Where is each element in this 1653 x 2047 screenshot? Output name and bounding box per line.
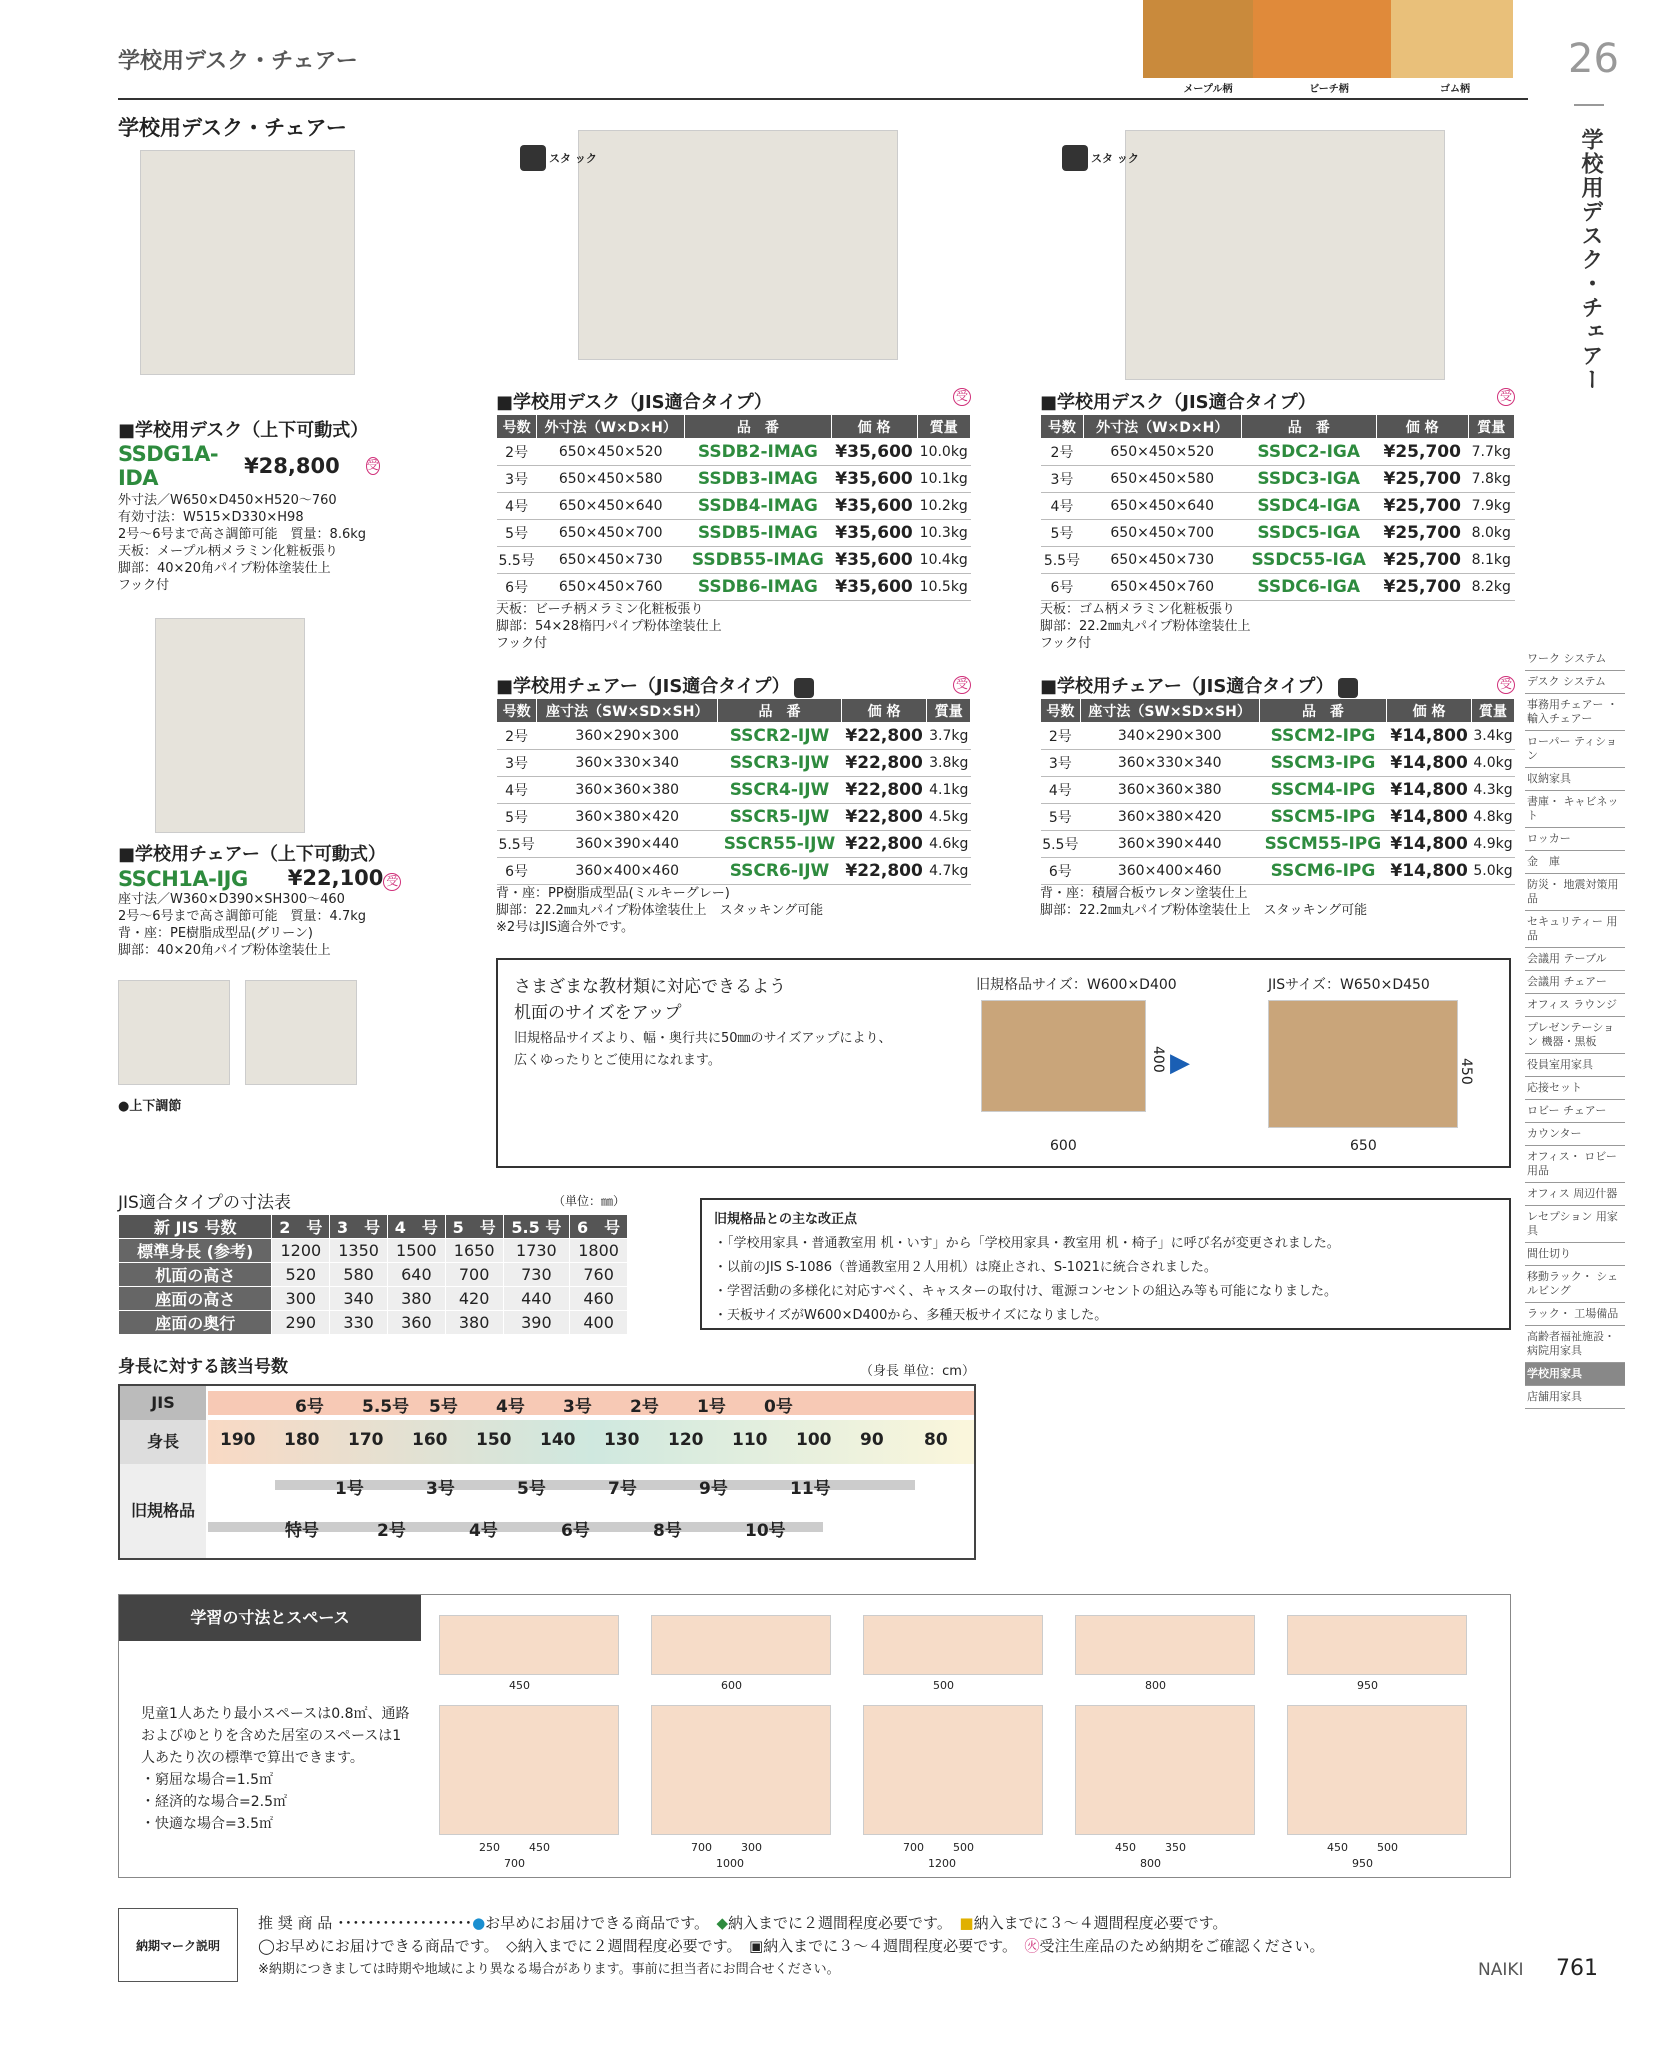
jis-table-title: JIS適合タイプの寸法表 [118,1193,291,1213]
table-row: 5号 650×450×700 SSDC5-IGA ¥25,700 8.0kg [1041,520,1515,547]
dimension-label: 450 [509,1679,530,1692]
adjust-detail-photo-2 [245,980,357,1085]
desk-jis-a-block: ■学校用デスク（JIS適合タイプ） 受 号数 外寸法（W×D×H） 品 番 価 格 質量 2号 650×450×520 SSDB2-IMAG ¥35,600 10.0kg 3号 650×450×580 SSDB3-IMAG ¥35,600 10.1kg 4号 650×450×640 SSDB4-IMAG ¥35,600 10.2kg 5号 650×450×700 SSDB5-IMAG ¥35,600 10.3kg 5.5号 650×450×730 SSDB55-IMAG ¥35,600 10.4kg 6号 650×450×760 SSDB6-IMAG ¥35,600 10.5kg 天板：ビーチ柄メラミン化粧板張り 脚部：54×28楕円パイプ粉体塗装仕上 フック付 [496,388,971,652]
section-title: 学校用デスク・チェアー [118,116,347,140]
swatch-rubber [1391,0,1513,78]
space-item: ・窮屈な場合=1.5㎡ [141,1772,273,1788]
sizeup-title: さまざまな教材類に対応できるよう [514,977,786,997]
chair1-desc: 座寸法／W360×D390×SH300～460 [118,892,345,907]
sizeup-box [496,958,1511,1168]
old-size-label: 4号 [469,1521,498,1541]
old-size-label: 特号 [285,1521,319,1541]
chair-jis-a-block: ■学校用チェアー（JIS適合タイプ） 受 号数 座寸法（SW×SD×SH） 品 番 価 格 質量 2号 360×290×300 SSCR2-IJW ¥22,800 3.7kg 3号 360×330×340 SSCR3-IJW ¥22,800 3.8kg 4号 360×360×380 SSCR4-IJW ¥22,800 4.1kg 5号 360×380×420 SSCR5-IJW ¥22,800 4.5kg 5.5号 360×390×440 SSCR55-IJW ¥22,800 4.6kg 6号 360×400×460 SSCR6-IJW ¥22,800 4.7kg 背・座：PP樹脂成型品(ミルキーグレー) 脚部：22.2㎜丸パイプ粉体塗装仕上 スタッキング可能 ※2号はJIS適合外です。 [496,672,971,936]
sidebar-item[interactable]: ローパー ティション [1525,731,1625,768]
desk-jis-b-block: ■学校用デスク（JIS適合タイプ） 受 号数 外寸法（W×D×H） 品 番 価 格 質量 2号 650×450×520 SSDC2-IGA ¥25,700 7.7kg 3号 650×450×580 SSDC3-IGA ¥25,700 7.8kg 4号 650×450×640 SSDC4-IGA ¥25,700 7.9kg 5号 650×450×700 SSDC5-IGA ¥25,700 8.0kg 5.5号 650×450×730 SSDC55-IGA ¥25,700 8.1kg 6号 650×450×760 SSDC6-IGA ¥25,700 8.2kg 天板：ゴム柄メラミン化粧板張り 脚部：22.2㎜丸パイプ粉体塗装仕上 フック付 [1040,388,1515,652]
old-size-label: 10号 [745,1521,786,1541]
sidebar-item[interactable]: 学校用家具 [1525,1363,1625,1386]
jis-size-label: 2号 [630,1397,659,1417]
sidebar-item[interactable]: 店舗用家具 [1525,1386,1625,1409]
seating-plan-figure [651,1615,831,1675]
dimension-label: 950 [1352,1857,1373,1870]
swatch-label: ゴム柄 [1440,84,1470,95]
changes-item: ・「学校用家具・普通教室用 机・いす」から「学校用家具・教室用 机・椅子」に呼び名が変更されました。 [714,1236,1340,1251]
height-value: 120 [668,1430,704,1450]
sidebar-item[interactable]: 会議用 テーブル [1525,948,1625,971]
desk-adjustable-photo [140,150,355,375]
chair-jis-b-block: ■学校用チェアー（JIS適合タイプ） 受 号数 座寸法（SW×SD×SH） 品 番 価 格 質量 2号 340×290×300 SSCM2-IPG ¥14,800 3.4kg 3号 360×330×340 SSCM3-IPG ¥14,800 4.0kg 4号 360×360×380 SSCM4-IPG ¥14,800 4.3kg 5号 360×380×420 SSCM5-IPG ¥14,800 4.8kg 5.5号 360×390×440 SSCM55-IPG ¥14,800 4.9kg 6号 360×400×460 SSCM6-IPG ¥14,800 5.0kg 背・座：積層合板ウレタン塗装仕上 脚部：22.2㎜丸パイプ粉体塗装仕上 スタッキング可能 [1040,672,1515,919]
old-size-label: 8号 [653,1521,682,1541]
dimension-label: 950 [1357,1679,1378,1692]
sidebar-item[interactable]: オフィス ラウンジ [1525,994,1625,1017]
dimension-label: 350 [1165,1841,1186,1854]
jis-size-label: 5.5号 [362,1397,410,1417]
jis-size-label: 5号 [429,1397,458,1417]
sidebar-item[interactable]: 役員室用家具 [1525,1054,1625,1077]
desk1-desc: 天板：メープル柄メラミン化粧板張り [118,544,338,559]
table-row: 6号 650×450×760 SSDC6-IGA ¥25,700 8.2kg [1041,574,1515,601]
table-row: 3号 360×330×340 SSCR3-IJW ¥22,800 3.8kg [497,750,971,777]
sidebar-item[interactable]: 収納家具 [1525,768,1625,791]
sidebar-item[interactable]: ロッカー [1525,828,1625,851]
sidebar-item[interactable]: 書庫・ キャビネット [1525,791,1625,828]
arrow-right-icon: ▶ [1170,1048,1190,1078]
dimension-label: 700 [691,1841,712,1854]
table-row: 4号 650×450×640 SSDB4-IMAG ¥35,600 10.2kg [497,493,971,520]
desk1-desc: 2号～6号まで高さ調節可能 質量：8.6kg [118,527,366,542]
jis-size-label: 4号 [496,1397,525,1417]
stack-icon [1338,678,1358,698]
jis-desk-chair-photo-b [1125,130,1445,380]
space-section [118,1594,1511,1878]
sizeup-title: 机面のサイズをアップ [514,1003,682,1023]
dimension-label: 600 [721,1679,742,1692]
table-row: 3号 360×330×340 SSCM3-IPG ¥14,800 4.0kg [1041,750,1515,777]
table-row: 2号 650×450×520 SSDB2-IMAG ¥35,600 10.0kg [497,439,971,466]
sidebar-item[interactable]: オフィス 周辺什器 [1525,1183,1625,1206]
height-value: 80 [924,1430,948,1450]
chair1-desc: 背・座：PE樹脂成型品(グリーン) [118,926,313,941]
table-row: 6号 650×450×760 SSDB6-IMAG ¥35,600 10.5kg [497,574,971,601]
divider [1574,104,1604,106]
page-header-title: 学校用デスク・チェアー [118,49,358,74]
desk1-code: SSDG1A-IDA [118,442,219,490]
table-row: 4号 650×450×640 SSDC4-IGA ¥25,700 7.9kg [1041,493,1515,520]
old-size-label: 9号 [699,1479,728,1499]
dimension-label: 250 [479,1841,500,1854]
sidebar-item[interactable]: プレゼンテーション 機器・黒板 [1525,1017,1625,1054]
height-value: 150 [476,1430,512,1450]
vertical-title: 学校用デスク・チェアー [1578,128,1603,392]
height-value: 100 [796,1430,832,1450]
chair-jis-a-heading: ■学校用チェアー（JIS適合タイプ） [496,676,790,697]
old-size-label: 2号 [377,1521,406,1541]
dimension-label: 300 [741,1841,762,1854]
page-top-number: 26 [1568,36,1619,82]
height-value: 180 [284,1430,320,1450]
seating-plan-figure [439,1615,619,1675]
jis-size-label: 0号 [764,1397,793,1417]
changes-box [700,1198,1511,1330]
chair-adjustable-photo [155,618,305,833]
jis-dimension-table: 新 JIS 号数 2 号 3 号 4 号 5 号 5.5 号 6 号 標準身長 (参考) 1200 1350 1500 1650 1730 1800 机面の高さ 520 580 640 700 730 760 座面の高さ 300 340 380 420 440 460 座面の奥行 290 330 360 380 390 400 [118,1214,628,1335]
dimension-label: 1200 [928,1857,956,1870]
category-sidebar [1525,648,1625,1409]
sidebar-item[interactable]: デスク システム [1525,671,1625,694]
old-size-label: 3号 [426,1479,455,1499]
page-number: 761 [1556,1956,1598,1981]
old-width: 600 [1050,1138,1077,1154]
posture-figure [1287,1705,1467,1835]
sidebar-item[interactable]: ラック・ 工場備品 [1525,1303,1625,1326]
table-row: 5.5号 360×390×440 SSCM55-IPG ¥14,800 4.9kg [1041,831,1515,858]
table-row: 5号 650×450×700 SSDB5-IMAG ¥35,600 10.3kg [497,520,971,547]
jis-desk-chair-photo-a [578,130,898,360]
dimension-label: 450 [1327,1841,1348,1854]
header-rule [118,98,1528,100]
space-item: ・経済的な場合=2.5㎡ [141,1794,287,1810]
swatch-beech [1253,0,1391,78]
old-size-label: 1号 [335,1479,364,1499]
table-row: 3号 650×450×580 SSDC3-IGA ¥25,700 7.8kg [1041,466,1515,493]
old-desk-photo [981,1000,1146,1112]
sidebar-item[interactable]: 移動ラック・ シェルビング [1525,1266,1625,1303]
sidebar-item[interactable]: レセプション 用家具 [1525,1206,1625,1243]
posture-figure [1075,1705,1255,1835]
dimension-label: 450 [1115,1841,1136,1854]
space-title: 学習の寸法とスペース [119,1595,421,1641]
height-chart-unit: （身長 単位：cm） [860,1364,975,1379]
table-row: 座面の高さ 300 340 380 420 440 460 [119,1287,628,1311]
order-mark-icon: 受 [953,676,971,694]
sidebar-item[interactable]: 高齢者福祉施設・ 病院用家具 [1525,1326,1625,1363]
chair-jis-a-table: 号数 座寸法（SW×SD×SH） 品 番 価 格 質量 2号 360×290×300 SSCR2-IJW ¥22,800 3.7kg 3号 360×330×340 SSCR3-IJW ¥22,800 3.8kg 4号 360×360×380 SSCR4-IJW ¥22,800 4.1kg 5号 360×380×420 SSCR5-IJW ¥22,800 4.5kg 5.5号 360×390×440 SSCR55-IJW ¥22,800 4.6kg 6号 360×400×460 SSCR6-IJW ¥22,800 4.7kg [496,698,971,885]
sidebar-item[interactable]: ロビー チェアー [1525,1100,1625,1123]
sidebar-item[interactable]: オフィス・ ロビー用品 [1525,1146,1625,1183]
desk-jis-b-heading: ■学校用デスク（JIS適合タイプ） [1040,392,1316,413]
sidebar-item[interactable]: 事務用チェアー ・輸入チェアー [1525,694,1625,731]
desk-jis-b-table: 号数 外寸法（W×D×H） 品 番 価 格 質量 2号 650×450×520 SSDC2-IGA ¥25,700 7.7kg 3号 650×450×580 SSDC3-IGA ¥25,700 7.8kg 4号 650×450×640 SSDC4-IGA ¥25,700 7.9kg 5号 650×450×700 SSDC5-IGA ¥25,700 8.0kg 5.5号 650×450×730 SSDC55-IGA ¥25,700 8.1kg 6号 650×450×760 SSDC6-IGA ¥25,700 8.2kg [1040,414,1515,601]
sizeup-body: 旧規格品サイズより、幅・奥行共に50㎜のサイズアップにより、 [514,1031,892,1046]
old-size-label: 7号 [608,1479,637,1499]
swatch-label: メープル柄 [1183,84,1233,95]
desk1-desc: 外寸法／W650×D450×H520～760 [118,493,337,508]
table-row: 4号 360×360×380 SSCR4-IJW ¥22,800 4.1kg [497,777,971,804]
table-row: 5.5号 650×450×730 SSDB55-IMAG ¥35,600 10.4kg [497,547,971,574]
posture-figure [863,1705,1043,1835]
delivery-legend: 推 奨 商 品 ･･････････････････●お早めにお届けできる商品です。 ◆納入までに２週間程度必要です。 ■納入までに３～４週間程度必要です。 ◯お早めにお届けできる商品です。 ◇納入までに２週間程度必要です。 ▣納入までに３～４週間程度必要です。 ㊋受注生産品のため納期をご確認ください。 ※納期につきましては時期や地域により異なる場合があります。事前に担当者にお問合せください。 [258,1914,1325,1977]
height-value: 90 [860,1430,884,1450]
sidebar-item[interactable]: ワーク システム [1525,648,1625,671]
height-value: 130 [604,1430,640,1450]
table-row: 座面の奥行 290 330 360 380 390 400 [119,1311,628,1335]
jis-size-label: 3号 [563,1397,592,1417]
stack-icon: スタ ック [1062,145,1139,171]
order-mark-icon: 受 [953,388,971,406]
table-row: 6号 360×400×460 SSCM6-IPG ¥14,800 5.0kg [1041,858,1515,885]
chair1-price: ¥22,100 [287,866,384,890]
swatch-label: ビーチ柄 [1309,84,1349,95]
desk1-desc: 有効寸法：W515×D330×H98 [118,510,304,525]
seating-plan-figure [863,1615,1043,1675]
sidebar-item[interactable]: 防災・ 地震対策用品 [1525,874,1625,911]
chair-jis-b-heading: ■学校用チェアー（JIS適合タイプ） [1040,676,1334,697]
dimension-label: 800 [1145,1679,1166,1692]
table-row: 机面の高さ 520 580 640 700 730 760 [119,1263,628,1287]
chair1-heading: ■学校用チェアー（上下可動式） [118,844,386,865]
old-depth: 400 [1150,1046,1166,1073]
sidebar-item[interactable]: カウンター [1525,1123,1625,1146]
dimension-label: 800 [1140,1857,1161,1870]
stack-icon [794,678,814,698]
dimension-label: 1000 [716,1857,744,1870]
changes-item: ・学習活動の多様化に対応すべく、キャスターの取付け、電源コンセントの組込み等も可能になりました。 [714,1284,1337,1299]
dimension-label: 450 [529,1841,550,1854]
delivery-legend-label: 納期マーク説明 [118,1908,238,1982]
order-mark-icon: 受 [366,457,380,475]
changes-item: ・天板サイズがW600×D400から、多種天板サイズになりました。 [714,1308,1108,1323]
space-body: 児童1人あたり最小スペースは0.8㎡、通路およびゆとりを含めた居室のスペースは1人あたり次の標準で算出できます。 [141,1706,410,1766]
new-depth: 450 [1458,1058,1474,1085]
height-value: 160 [412,1430,448,1450]
height-chart-title: 身長に対する該当号数 [118,1357,288,1377]
sidebar-item[interactable]: セキュリティー 用品 [1525,911,1625,948]
dimension-label: 500 [933,1679,954,1692]
jis-table-unit: （単位：㎜） [553,1194,626,1208]
table-row: 5号 360×380×420 SSCM5-IPG ¥14,800 4.8kg [1041,804,1515,831]
new-desk-photo [1268,1000,1458,1128]
chair1-code: SSCH1A-IJG [118,866,248,891]
swatch-maple [1143,0,1253,78]
adjust-caption: ●上下調節 [118,1099,182,1114]
height-value: 110 [732,1430,768,1450]
brand-label: NAIKI [1478,1960,1524,1980]
chair-jis-b-table: 号数 座寸法（SW×SD×SH） 品 番 価 格 質量 2号 340×290×300 SSCM2-IPG ¥14,800 3.4kg 3号 360×330×340 SSCM3-IPG ¥14,800 4.0kg 4号 360×360×380 SSCM4-IPG ¥14,800 4.3kg 5号 360×380×420 SSCM5-IPG ¥14,800 4.8kg 5.5号 360×390×440 SSCM55-IPG ¥14,800 4.9kg 6号 360×400×460 SSCM6-IPG ¥14,800 5.0kg [1040,698,1515,885]
table-row: 5.5号 360×390×440 SSCR55-IJW ¥22,800 4.6kg [497,831,971,858]
dimension-label: 700 [504,1857,525,1870]
table-row: 2号 360×290×300 SSCR2-IJW ¥22,800 3.7kg [497,723,971,750]
old-size-label: 6号 [561,1521,590,1541]
dimension-label: 700 [903,1841,924,1854]
seating-plan-figure [1075,1615,1255,1675]
sidebar-item[interactable]: 金 庫 [1525,851,1625,874]
sidebar-item[interactable]: 間仕切り [1525,1243,1625,1266]
adjust-detail-photo-1 [118,980,230,1085]
desk1-desc: 脚部：40×20角パイプ粉体塗装仕上 [118,561,331,576]
changes-item: ・以前のJIS S-1086（普通教室用２人用机）は廃止され、S-1021に統合されました。 [714,1260,1217,1275]
old-size-label: 11号 [790,1479,831,1499]
height-value: 190 [220,1430,256,1450]
desk-jis-a-table: 号数 外寸法（W×D×H） 品 番 価 格 質量 2号 650×450×520 SSDB2-IMAG ¥35,600 10.0kg 3号 650×450×580 SSDB3-IMAG ¥35,600 10.1kg 4号 650×450×640 SSDB4-IMAG ¥35,600 10.2kg 5号 650×450×700 SSDB5-IMAG ¥35,600 10.3kg 5.5号 650×450×730 SSDB55-IMAG ¥35,600 10.4kg 6号 650×450×760 SSDB6-IMAG ¥35,600 10.5kg [496,414,971,601]
jis-size-label: 1号 [697,1397,726,1417]
order-mark-icon: 受 [383,873,401,891]
old-row-label: 旧規格品 [120,1464,206,1558]
stack-icon: スタ ック [520,145,597,171]
changes-title: 旧規格品との主な改正点 [714,1212,858,1227]
height-value: 170 [348,1430,384,1450]
space-item: ・快適な場合=3.5㎡ [141,1816,273,1832]
table-row: 標準身長 (参考) 1200 1350 1500 1650 1730 1800 [119,1239,628,1263]
dimension-label: 500 [953,1841,974,1854]
desk-jis-a-heading: ■学校用デスク（JIS適合タイプ） [496,392,772,413]
table-row: 4号 360×360×380 SSCM4-IPG ¥14,800 4.3kg [1041,777,1515,804]
table-row: 6号 360×400×460 SSCR6-IJW ¥22,800 4.7kg [497,858,971,885]
table-row: 2号 650×450×520 SSDC2-IGA ¥25,700 7.7kg [1041,439,1515,466]
new-width: 650 [1350,1138,1377,1154]
chair1-desc: 脚部：40×20角パイプ粉体塗装仕上 [118,943,331,958]
table-row: 2号 340×290×300 SSCM2-IPG ¥14,800 3.4kg [1041,723,1515,750]
dimension-label: 500 [1377,1841,1398,1854]
sidebar-item[interactable]: 会議用 チェアー [1525,971,1625,994]
height-row-label: 身長 [120,1420,206,1464]
height-chart [118,1384,976,1560]
jis-row-label: JIS [120,1386,206,1420]
old-size-label: 旧規格品サイズ：W600×D400 [976,977,1177,993]
old-size-label: 5号 [517,1479,546,1499]
jis-size-label: 6号 [295,1397,324,1417]
posture-figure [651,1705,831,1835]
table-row: 5号 360×380×420 SSCR5-IJW ¥22,800 4.5kg [497,804,971,831]
posture-figure [439,1705,619,1835]
sidebar-item[interactable]: 応接セット [1525,1077,1625,1100]
desk1-price: ¥28,800 [244,454,340,478]
order-mark-icon: 受 [1497,676,1515,694]
sizeup-body: 広くゆったりとご使用になれます。 [514,1053,721,1068]
desk1-desc: フック付 [118,578,170,593]
height-value: 140 [540,1430,576,1450]
table-row: 3号 650×450×580 SSDB3-IMAG ¥35,600 10.1kg [497,466,971,493]
seating-plan-figure [1287,1615,1467,1675]
table-row: 5.5号 650×450×730 SSDC55-IGA ¥25,700 8.1kg [1041,547,1515,574]
order-mark-icon: 受 [1497,388,1515,406]
desk1-heading: ■学校用デスク（上下可動式） [118,420,369,441]
new-size-label: JISサイズ：W650×D450 [1268,977,1430,993]
chair1-desc: 2号～6号まで高さ調節可能 質量：4.7kg [118,909,366,924]
